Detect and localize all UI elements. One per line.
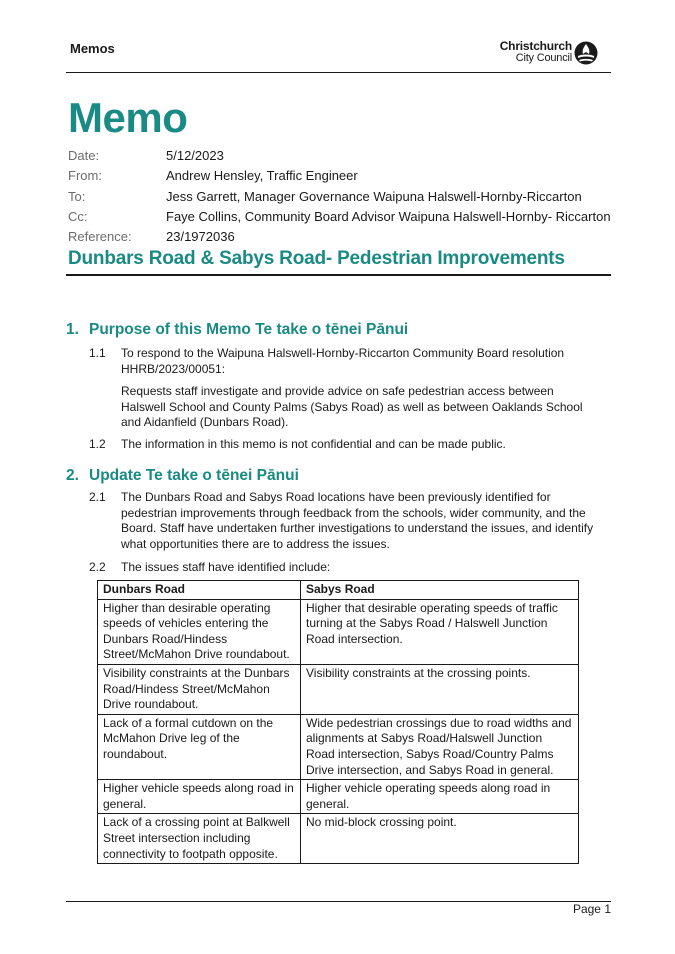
meta-value: Jess Garrett, Manager Governance Waipuna Halswell-Hornby-Riccarton	[166, 188, 582, 204]
table-row	[98, 814, 579, 864]
paragraph-number: 1.1	[89, 346, 106, 360]
meta-label: Reference:	[68, 229, 132, 245]
meta-label: Date:	[68, 148, 100, 163]
section-title: Update Te take o tēnei Pānui	[89, 467, 299, 484]
table-row	[98, 599, 579, 664]
header-label: Memos	[70, 41, 115, 56]
page-number: Page 1	[572, 902, 611, 916]
table-header-sabys: Sabys Road	[301, 581, 579, 600]
table-cell: Lack of a crossing point at Balkwell Street intersection including connectivity to footpath opposite.	[98, 814, 301, 864]
paragraph-number: 2.2	[89, 560, 106, 574]
council-logo	[498, 40, 606, 68]
memo-subject: Dunbars Road & Sabys Road- Pedestrian Improvements	[68, 248, 565, 269]
table-row	[98, 780, 579, 814]
meta-value: Andrew Hensley, Traffic Engineer	[166, 168, 358, 184]
meta-label: To:	[68, 188, 86, 204]
table-row	[98, 714, 579, 779]
table-cell: Lack of a formal cutdown on the McMahon Drive leg of the roundabout.	[98, 714, 301, 779]
section-title: Purpose of this Memo Te take o tēnei Pānui	[89, 321, 409, 338]
paragraph-quote: Requests staff investigate and provide advice on safe pedestrian access between Halswell School and County Palms (Sabys Road) as well as between Oaklands School and Aidanfield (Dunbars Road).	[121, 384, 583, 430]
table-header-dunbars: Dunbars Road	[98, 581, 301, 600]
meta-row-date	[68, 146, 611, 166]
table-row	[98, 664, 579, 714]
table-cell: Wide pedestrian crossings due to road widths and alignments at Sabys Road/Halswell Junction Road intersection, Sabys Road/Country Palms Drive intersection, and Sabys Road in general.	[301, 714, 579, 779]
logo-line1: Christchurch	[499, 39, 572, 53]
section-heading-2	[66, 467, 299, 485]
meta-row-from	[68, 166, 611, 186]
footer-divider	[66, 901, 611, 902]
memo-meta	[68, 146, 611, 247]
council-logo-icon	[574, 41, 598, 65]
meta-row-to	[68, 187, 611, 207]
section-number: 1.	[66, 321, 79, 338]
paragraph-number: 2.1	[89, 490, 106, 504]
meta-value: 5/12/2023	[166, 148, 224, 163]
section-number: 2.	[66, 467, 79, 484]
logo-line2: City Council	[515, 52, 572, 64]
table-header-row	[98, 581, 579, 600]
section-heading-1	[66, 321, 408, 339]
header-divider	[66, 72, 611, 73]
meta-label: From:	[68, 168, 102, 184]
table-cell: No mid-block crossing point.	[301, 814, 579, 864]
paragraph: The issues staff have identified include:	[121, 560, 331, 574]
meta-value: Faye Collins, Community Board Advisor Waipuna Halswell-Hornby- Riccarton	[166, 208, 611, 224]
paragraph: To respond to the Waipuna Halswell-Hornby-Riccarton Community Board resolution HHRB/2023/00051:	[121, 346, 565, 376]
issues-table	[97, 580, 579, 864]
table-cell: Higher than desirable operating speeds of vehicles entering the Dunbars Road/Hindess Street/McMahon Drive roundabout.	[98, 599, 301, 664]
paragraph: The Dunbars Road and Sabys Road locations have been previously identified for pedestrian improvements through feedback from the schools, wider community, and the Board. Staff have undertaken further investigations to understand the issues, and identify what opportunities there are to address the issues.	[121, 490, 594, 551]
paragraph: The information in this memo is not confidential and can be made public.	[121, 437, 506, 451]
memo-title: Memo	[68, 94, 188, 141]
subject-divider	[66, 274, 611, 276]
meta-value: 23/1972036	[166, 229, 235, 245]
meta-label: Cc:	[68, 208, 88, 224]
table-cell: Higher that desirable operating speeds of traffic turning at the Sabys Road / Halswell Junction Road intersection.	[301, 599, 579, 664]
meta-row-reference	[68, 227, 611, 247]
table-cell: Higher vehicle speeds along road in general.	[98, 780, 301, 814]
table-cell: Visibility constraints at the crossing points.	[301, 664, 579, 714]
meta-row-cc	[68, 207, 611, 227]
table-cell: Visibility constraints at the Dunbars Road/Hindess Street/McMahon Drive roundabout.	[98, 664, 301, 714]
paragraph-number: 1.2	[89, 437, 106, 451]
table-cell: Higher vehicle operating speeds along road in general.	[301, 780, 579, 814]
